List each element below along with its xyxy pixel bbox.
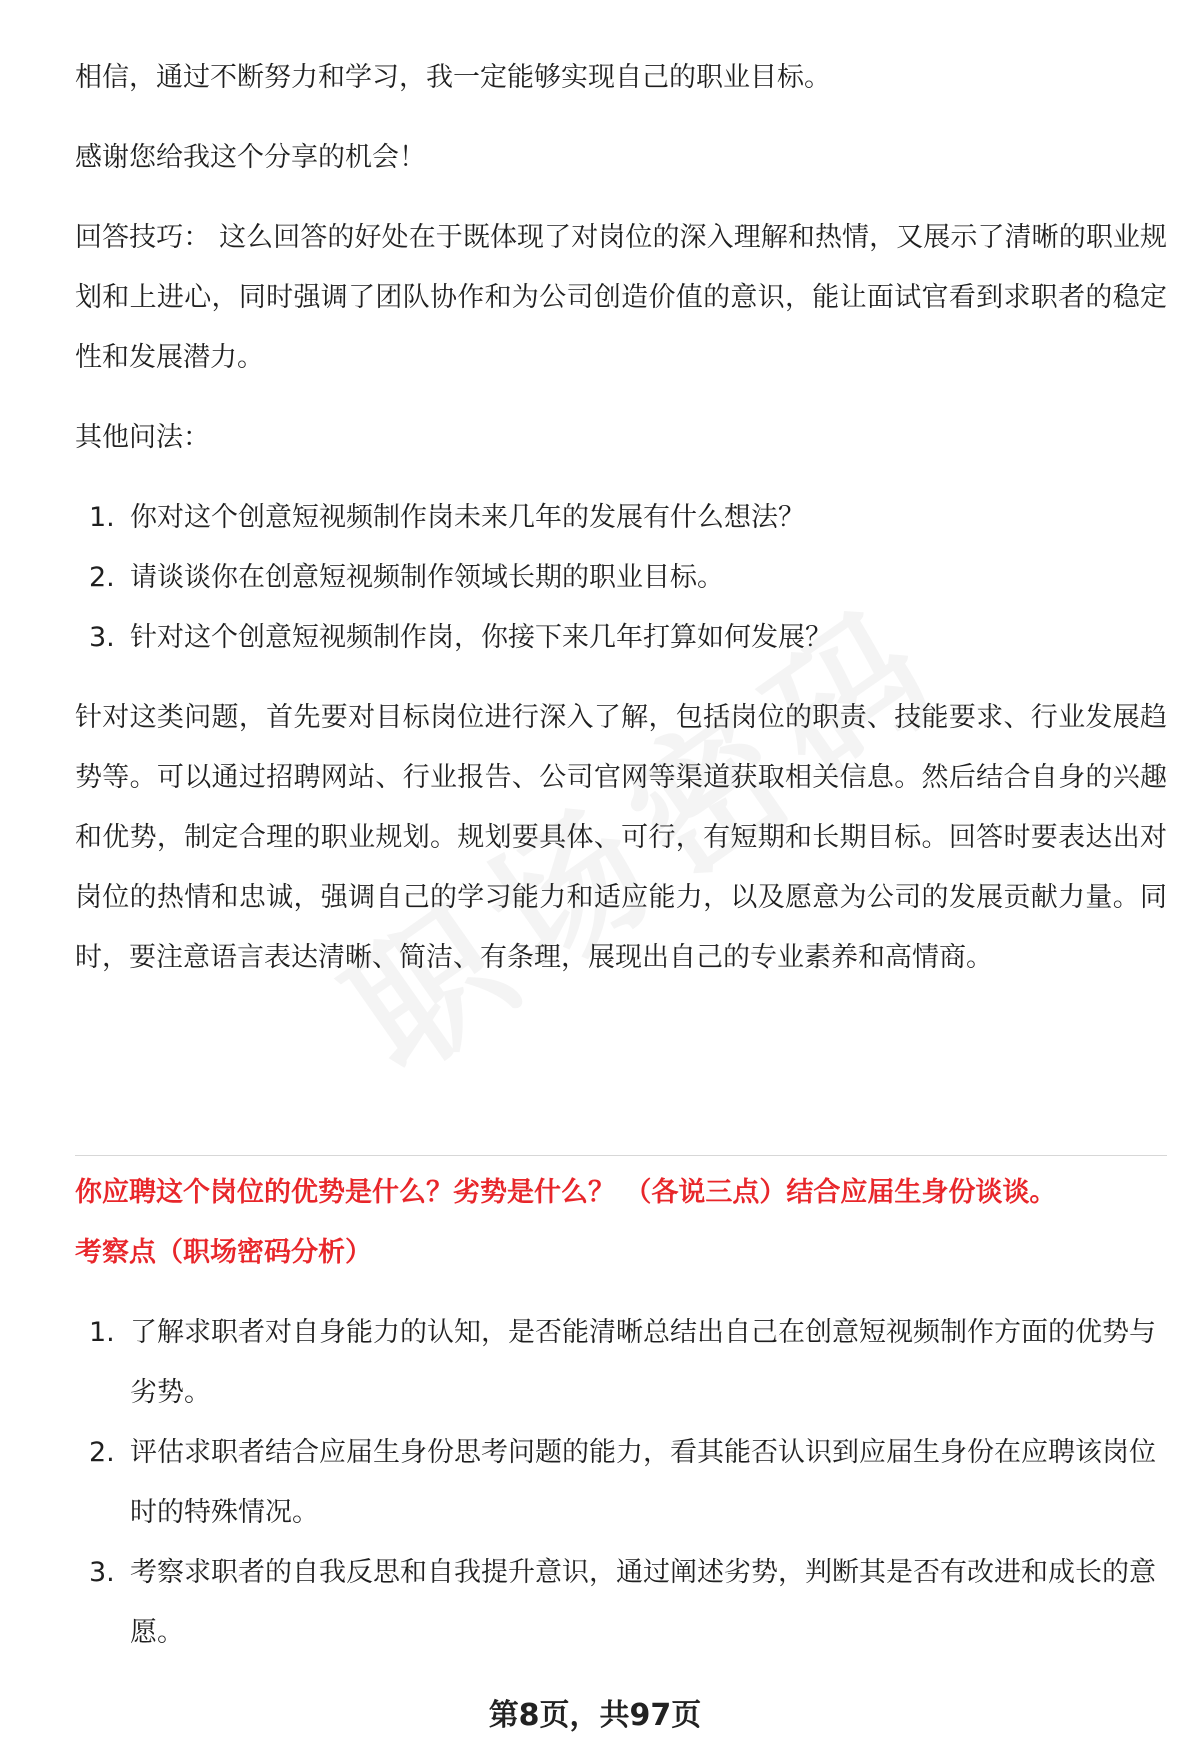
answer-advice: 针对这类问题，首先要对目标岗位进行深入了解，包括岗位的职责、技能要求、行业发展趋势等。可以通过招聘网站、行业报告、公司官网等渠道获取相关信息。然后结合自身的兴趣和优势，制定合理的职业规划。规划要具体、可行，有短期和长期目标。回答时要表达出对岗位的热情和忠诚，强调自己的学习能力和适应能力，以及愿意为公司的发展贡献力量。同时，要注意语言表达清晰、简洁、有条理，展现出自己的专业素养和高情商。 <box>75 702 1167 973</box>
question-title: 你应聘这个岗位的优势是什么？劣势是什么？ （各说三点）结合应届生身份谈谈。 <box>75 1177 1057 1208</box>
list-item: 1. 了解求职者对自身能力的认知，是否能清晰总结出自己在创意短视频制作方面的优势与劣势。 <box>89 1317 1156 1408</box>
list-item: 2. 评估求职者结合应届生身份思考问题的能力，看其能否认识到应届生身份在应聘该岗位时的特殊情况。 <box>89 1437 1156 1528</box>
list-item: 3. 考察求职者的自我反思和自我提升意识，通过阐述劣势，判断其是否有改进和成长的意愿。 <box>89 1557 1156 1648</box>
list-item: 2. 请谈谈你在创意短视频制作领域长期的职业目标。 <box>89 562 724 593</box>
other-questions-heading: 其他问法： <box>75 422 210 453</box>
page-number: 第8页，共97页 <box>488 1698 702 1733</box>
answer-tip: 回答技巧： 这么回答的好处在于既体现了对岗位的深入理解和热情，又展示了清晰的职业规划和上进心，同时强调了团队协作和为公司创造价值的意识，能让面试官看到求职者的稳定性和发展潜力。 <box>75 222 1167 373</box>
list-item: 3. 针对这个创意短视频制作岗，你接下来几年打算如何发展？ <box>89 622 832 653</box>
closing-sentence: 相信，通过不断努力和学习，我一定能够实现自己的职业目标。 <box>75 62 831 93</box>
question-section <box>75 1163 1167 1663</box>
exam-points-heading: 考察点（职场密码分析） <box>75 1237 372 1268</box>
section-divider <box>75 1155 1167 1156</box>
thanks-sentence: 感谢您给我这个分享的机会！ <box>75 142 426 173</box>
other-questions-list <box>75 488 1167 668</box>
exam-points-list <box>75 1303 1167 1663</box>
intro-section <box>75 48 1167 988</box>
list-item: 1. 你对这个创意短视频制作岗未来几年的发展有什么想法？ <box>89 502 805 533</box>
